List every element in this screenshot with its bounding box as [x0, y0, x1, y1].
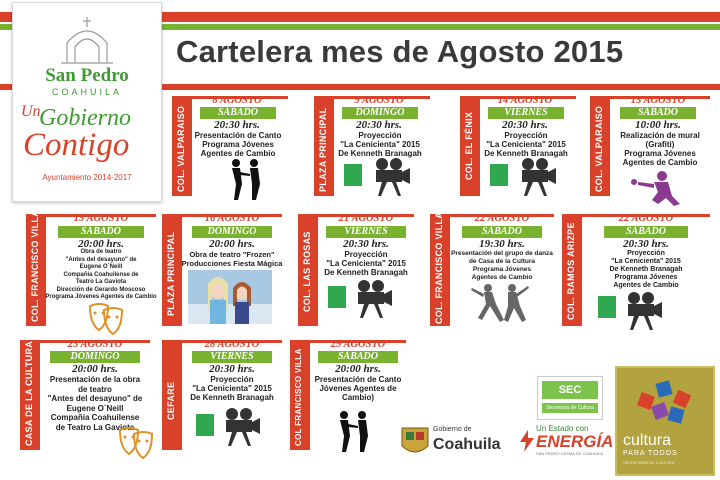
event-time: 20:00 hrs.: [335, 363, 381, 375]
event-date: 22 AGOSTO: [474, 213, 530, 224]
dancers-silhouette-icon: [222, 158, 268, 202]
energia-big: ENERGÍA: [536, 432, 614, 451]
event-line: Agentes de Cambio: [200, 149, 276, 158]
municipal-logo: [12, 2, 162, 202]
event-date: 15 AGOSTO: [630, 95, 686, 106]
coahuila-small: Gobierno de: [433, 426, 472, 433]
event-date: 14 AGOSTO: [497, 95, 553, 106]
screen-icon: [598, 296, 616, 318]
dancers-silhouette-icon: [470, 284, 530, 324]
event-description: [180, 250, 284, 268]
event-line: Obra de teatro "Frozen": [189, 250, 275, 259]
event-time: 20:00 hrs.: [72, 363, 118, 375]
event-date: 29 AGOSTO: [330, 339, 386, 350]
sec-title: SEC: [542, 381, 598, 399]
energia-logo: [518, 424, 614, 460]
church-dome-icon: [57, 13, 117, 65]
event-time: 20:00 hrs.: [209, 238, 255, 250]
event-time: 19:30 hrs.: [479, 238, 525, 250]
logo-slogan-un: Un: [21, 103, 41, 120]
event-line: Programa Jóvenes: [202, 140, 274, 149]
event-time: 20:30 hrs.: [214, 119, 260, 131]
event-place: COL. FRANCISCO VILLA: [434, 212, 444, 324]
event-date: 22 AGOSTO: [618, 213, 674, 224]
event-date: 9 AGOSTO: [354, 95, 404, 106]
cultura-subtitle: PARA TODOS: [623, 450, 678, 457]
movie-camera-icon: [222, 406, 262, 446]
event-line: Presentación del grupo de danza: [451, 250, 553, 257]
energia-small: Un Estado con: [536, 424, 589, 433]
event-day: SÁBADO: [604, 226, 688, 238]
event-place: COL FRANCISCO VILLA: [294, 348, 303, 446]
event-time: 20:30 hrs.: [623, 238, 669, 250]
event-line: De Kenneth Branagah: [484, 149, 568, 158]
energia-foot: SAN PEDRO CASMA DE COAHUILA: [536, 451, 603, 456]
cultura-foot: SECRETARÍA DE CULTURA: [623, 460, 675, 465]
event-line: "La Cenicienta" 2015: [326, 259, 406, 268]
event-line: Obra de teatro: [80, 249, 122, 255]
event-place: PLAZA PRINCIPAL: [166, 231, 176, 316]
event-day: SÁBADO: [200, 107, 276, 119]
event-place: CASA DE LA CULTURA: [24, 340, 34, 446]
event-line: Cambio): [342, 393, 374, 402]
event-day: SÁBADO: [462, 226, 542, 238]
event-line: Proyección: [210, 375, 254, 384]
event-date: 15 AGOSTO: [73, 213, 129, 224]
event-place: COL. VALPARAISO: [176, 105, 186, 192]
event-line: De Kenneth Branagah: [609, 266, 683, 273]
event-description: [332, 131, 428, 158]
logo-period: Ayuntamiento 2014-2017: [42, 173, 132, 182]
frozen-poster-image: [188, 270, 272, 324]
lightning-icon: [518, 430, 536, 452]
event-line: Programa Jóvenes: [624, 149, 696, 158]
event-line: de Teatro La Gaviota: [55, 422, 135, 432]
event-description: [478, 131, 574, 158]
event-place: COL. FRANCISCO VILLA: [30, 210, 40, 322]
event-line: Programa Jóvenes Agentes de Cambio: [45, 294, 157, 300]
event-day: SÁBADO: [58, 226, 144, 238]
screen-icon: [328, 286, 346, 308]
event-day: VIERNES: [192, 351, 272, 363]
event-line: Eugene O´Neill: [66, 403, 124, 413]
coahuila-big: Coahuila: [433, 436, 501, 453]
screen-icon: [490, 164, 508, 186]
theater-masks-icon: [116, 426, 156, 462]
event-line: Proyección: [627, 250, 665, 257]
movie-camera-icon: [354, 278, 394, 318]
theater-masks-icon: [86, 302, 126, 338]
logo-city: San Pedro: [45, 65, 129, 86]
event-description: [316, 250, 416, 277]
event-line: "Antes del desayuno" de: [65, 256, 137, 263]
event-line: De Kenneth Branagah: [190, 393, 274, 402]
graffiti-painter-icon: [628, 170, 684, 206]
event-line: Jóvenes Agentes de: [319, 384, 397, 393]
event-time: 10:00 hrs.: [635, 119, 681, 131]
event-line: Teatro La Gaviota: [75, 279, 127, 285]
event-day: VIERNES: [488, 107, 564, 119]
event-place: COL. VALPARAISO: [594, 105, 604, 192]
event-line: de teatro: [78, 384, 112, 394]
event-description: [180, 375, 284, 402]
event-date: 28 AGOSTO: [204, 339, 260, 350]
event-line: "La Cenicienta" 2015: [340, 140, 420, 149]
event-place: COL. EL FÉNIX: [464, 111, 474, 180]
event-line: Presentación de Canto: [194, 131, 282, 140]
event-description: [610, 131, 710, 167]
movie-camera-icon: [518, 156, 558, 196]
cultura-logo: [615, 366, 715, 476]
event-line: Compañía Coahuilense: [50, 413, 140, 422]
event-description: [36, 375, 154, 432]
event-line: Programa Jóvenes: [614, 274, 678, 281]
event-line: Eugene O´Neill: [79, 264, 123, 270]
event-description: [582, 250, 710, 290]
event-line: Compañía Coahuilense de: [63, 271, 139, 278]
page-title: Cartelera mes de Agosto 2015: [176, 34, 624, 69]
logo-slogan-gobierno: Gobierno: [39, 105, 131, 131]
event-line: Agentes de Cambio: [613, 282, 679, 289]
sec-subtitle: Secretaría de Cultura: [542, 403, 598, 413]
event-description: [308, 375, 408, 402]
event-description: [446, 250, 558, 282]
event-time: 20:30 hrs.: [356, 119, 402, 131]
event-date: 8 AGOSTO: [212, 95, 262, 106]
event-line: "La Cenicienta" 2015: [192, 384, 272, 393]
event-line: Proyección: [358, 131, 402, 140]
logo-slogan-contigo: Contigo: [23, 127, 130, 163]
sec-logo: [537, 376, 603, 420]
event-line: Agentes de Cambio: [622, 158, 698, 167]
event-line: Proyección: [344, 250, 388, 259]
event-time: 20:30 hrs.: [502, 119, 548, 131]
movie-camera-icon: [372, 156, 412, 196]
event-line: de Casa de la Cultura: [468, 258, 536, 265]
event-time: 20:00 hrs.: [78, 238, 124, 250]
event-description: [42, 249, 160, 302]
event-place: PLAZA PRINCIPAL: [318, 107, 328, 192]
event-line: (Grafiti): [645, 140, 675, 149]
event-day: DOMINGO: [192, 226, 272, 238]
dancers-silhouette-icon: [330, 410, 376, 454]
event-line: Realización de mural: [620, 131, 700, 140]
event-date: 16 AGOSTO: [204, 213, 260, 224]
event-line: Programa Jóvenes: [472, 266, 532, 273]
cultura-title: cultura: [623, 432, 672, 449]
event-time: 20:30 hrs.: [343, 238, 389, 250]
event-line: Producciones Fiesta Mágica: [181, 259, 283, 268]
event-line: Presentación de la obra: [49, 375, 141, 384]
event-line: De Kenneth Branagah: [324, 268, 408, 277]
event-line: "Antes del desayuno" de: [47, 394, 143, 403]
screen-icon: [344, 164, 362, 186]
event-place: COL. LAS ROSAS: [302, 231, 312, 312]
event-day: SÁBADO: [318, 351, 398, 363]
event-place: CEFARE: [166, 381, 176, 420]
logo-state: COAHUILA: [51, 87, 122, 97]
event-time: 20:30 hrs.: [209, 363, 255, 375]
puzzle-figures-icon: [635, 376, 695, 430]
event-line: De Kenneth Branagah: [338, 149, 422, 158]
event-line: "La Cenicienta" 2015: [611, 258, 681, 265]
event-day: SÁBADO: [620, 107, 696, 119]
event-line: "La Cenicienta" 2015: [486, 140, 566, 149]
coat-of-arms-icon: [400, 426, 430, 458]
coahuila-logo: [400, 424, 510, 460]
event-line: Dirección de Gerardo Moscoso: [56, 286, 146, 293]
event-date: 21 AGOSTO: [338, 213, 394, 224]
event-line: Agentes de Cambio: [471, 274, 533, 281]
event-description: [190, 131, 286, 158]
event-day: DOMINGO: [342, 107, 418, 119]
event-line: Proyección: [504, 131, 548, 140]
screen-icon: [196, 414, 214, 436]
movie-camera-icon: [624, 290, 664, 330]
event-place: COL. RAMOS ARIZPE: [566, 222, 576, 320]
event-date: 23 AGOSTO: [67, 339, 123, 350]
event-line: Presentación de Canto: [314, 375, 402, 384]
event-day: VIERNES: [326, 226, 406, 238]
event-day: DOMINGO: [50, 351, 140, 363]
